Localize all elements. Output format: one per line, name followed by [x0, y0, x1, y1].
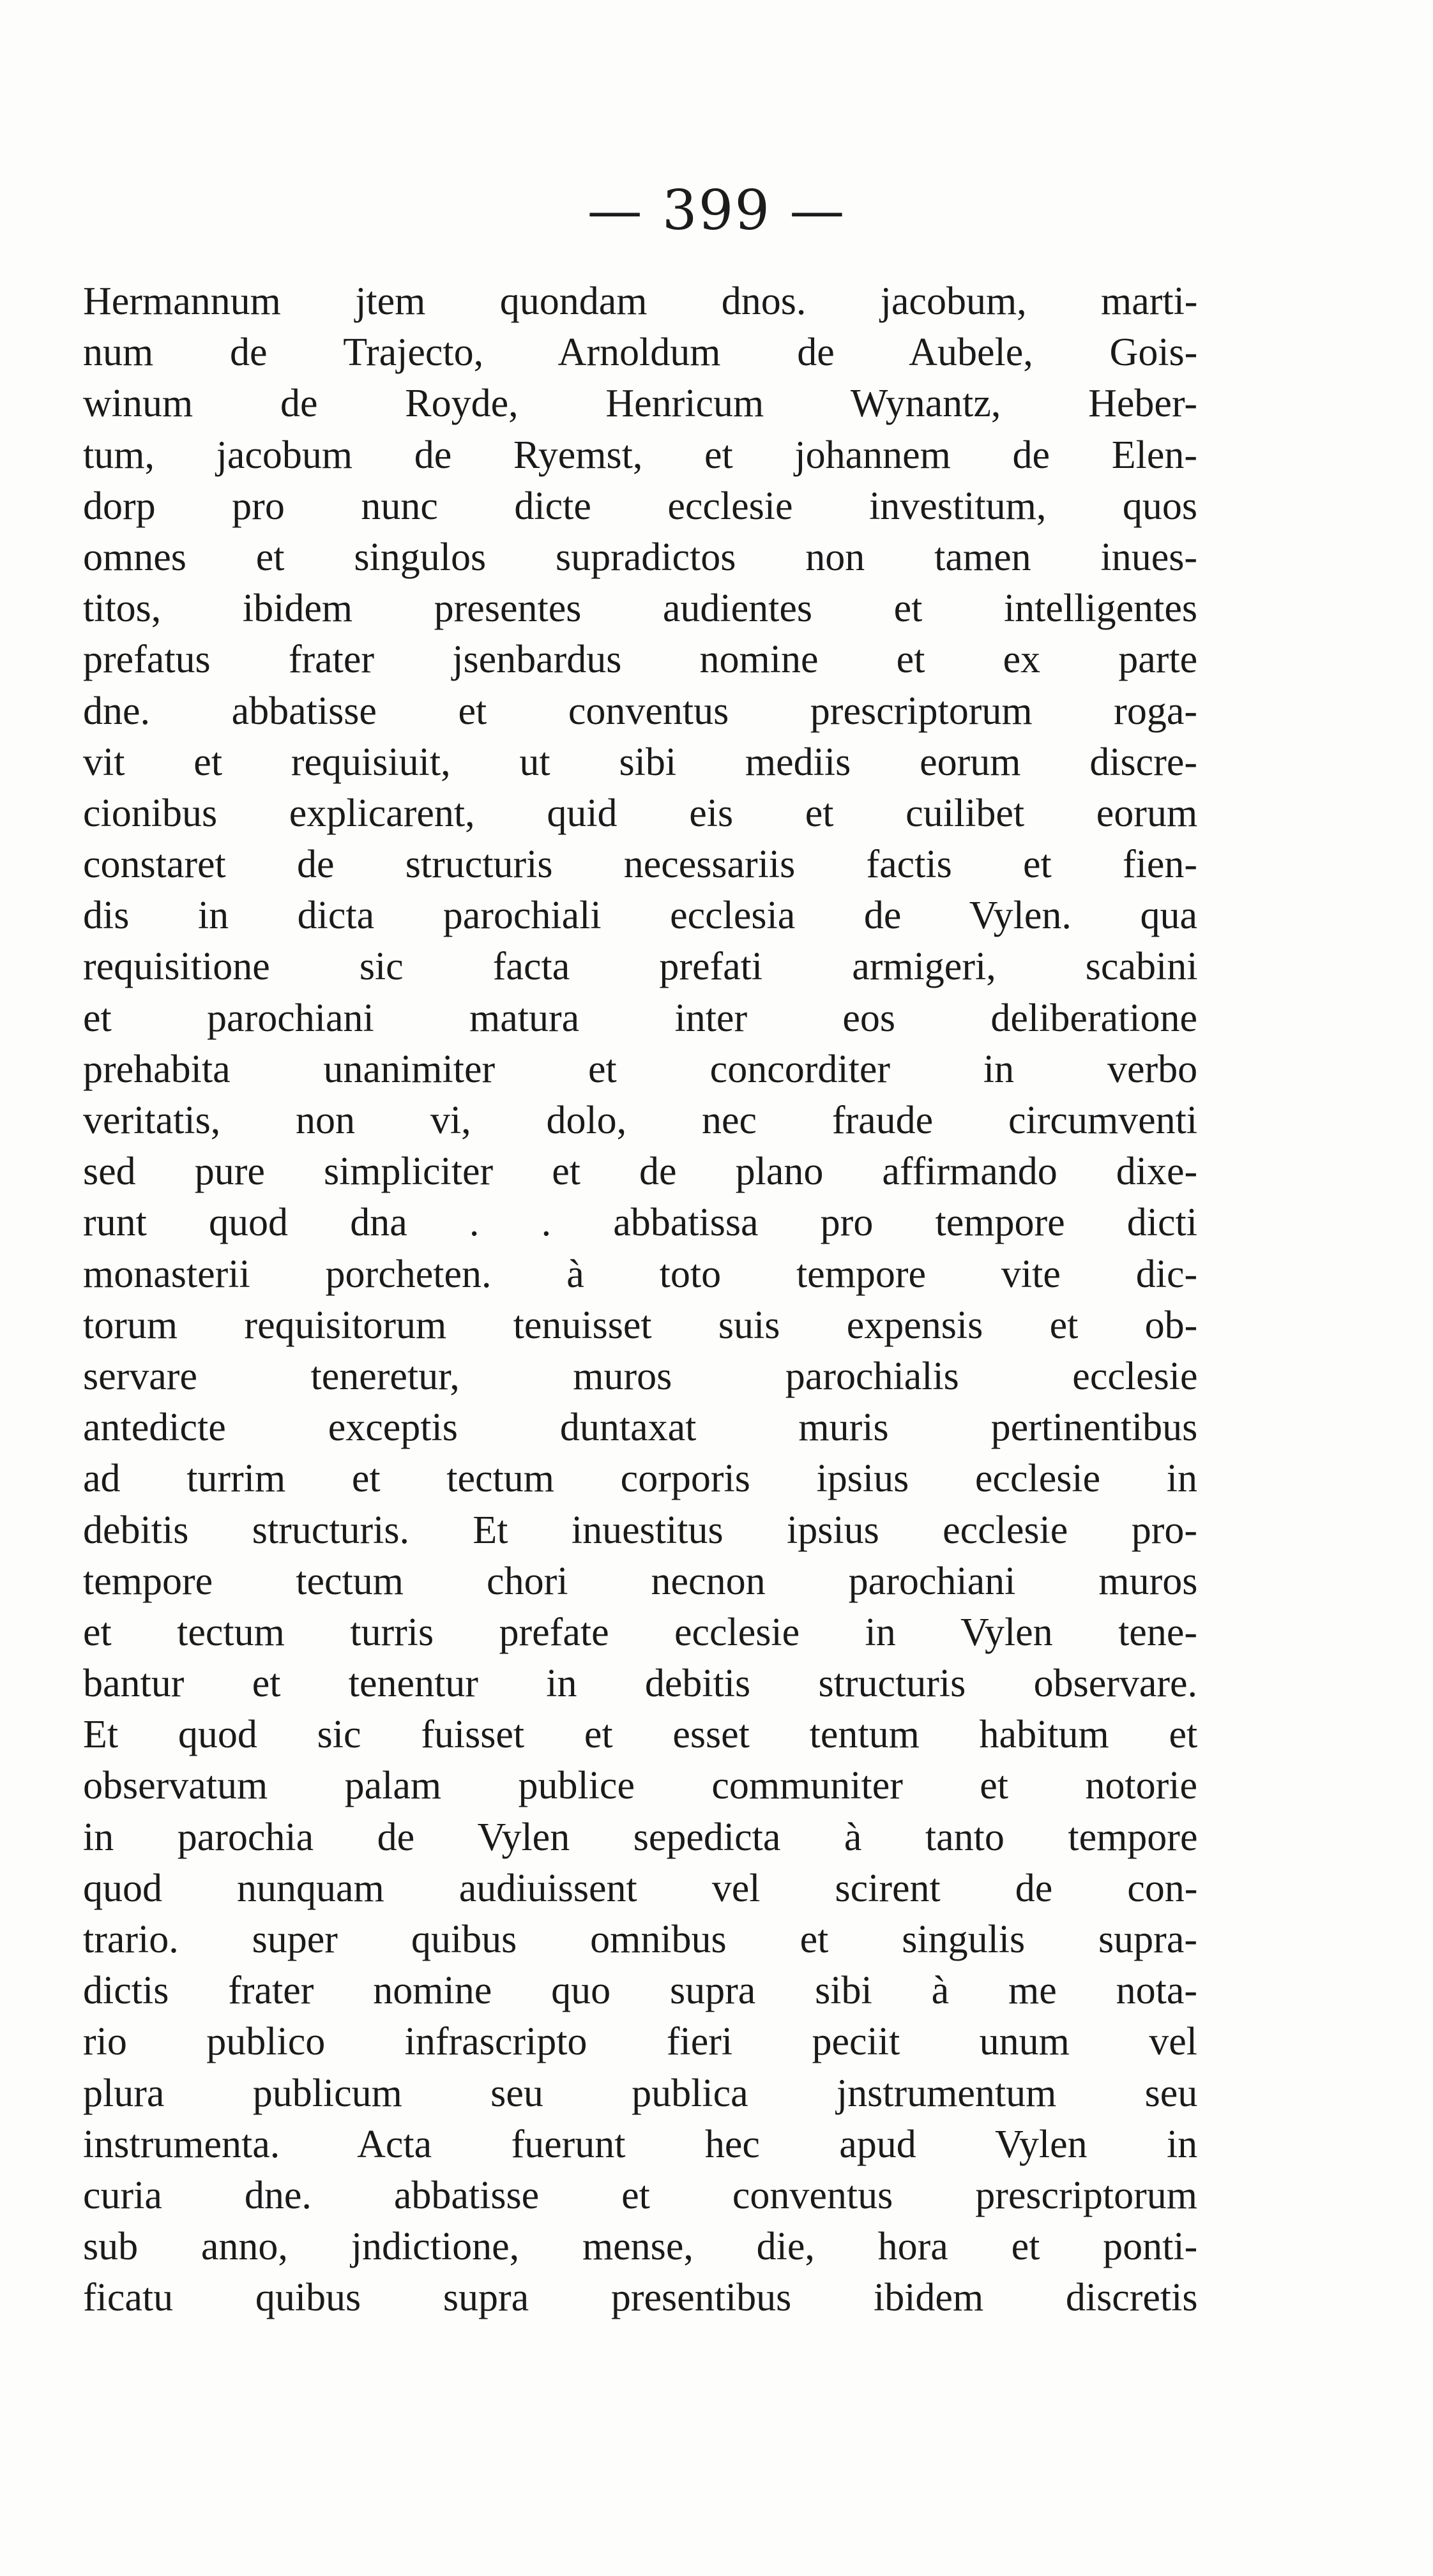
text-line: prehabita unanimiter et concorditer in verbo: [83, 1047, 1198, 1091]
text-line: dorp pro nunc dicte ecclesie investitum, quos: [83, 484, 1197, 528]
text-line: quod nunquam audiuissent vel scirent de con-: [83, 1866, 1198, 1910]
text-line: Et quod sic fuisset et esset tentum habitum et: [83, 1713, 1198, 1757]
text-line: requisitione sic facta prefati armigeri, scabini: [83, 945, 1198, 989]
text-line: veritatis, non vi, dolo, nec fraude circumventi: [83, 1099, 1198, 1142]
text-line: trario. super quibus omnibus et singulis supra-: [83, 1918, 1197, 1961]
text-line: sed pure simpliciter et de plano affirmando dixe-: [83, 1150, 1198, 1194]
text-line: monasterii porcheten. à toto tempore vite dic-: [83, 1252, 1198, 1296]
text-line: tempore tectum chori necnon parochiani muros: [83, 1559, 1198, 1603]
text-line: cionibus explicarent, quid eis et cuilibet eorum: [83, 791, 1198, 835]
text-line: winum de Royde, Henricum Wynantz, Heber-: [83, 382, 1197, 426]
text-line: ficatu quibus supra presentibus ibidem discretis: [83, 2276, 1198, 2320]
text-line: et parochiani matura inter eos deliberatione: [83, 996, 1197, 1040]
text-line: dne. abbatisse et conventus prescriptorum roga-: [83, 689, 1197, 733]
text-line: debitis structuris. Et inuestitus ipsius ecclesie pro-: [83, 1508, 1197, 1552]
text-line: sub anno, jndictione, mense, die, hora et ponti-: [83, 2225, 1198, 2269]
text-line: instrumenta. Acta fuerunt hec apud Vylen in: [83, 2122, 1198, 2166]
text-line: num de Trajecto, Arnoldum de Aubele, Gois-: [83, 331, 1198, 375]
text-line: bantur et tenentur in debitis structuris observare.: [83, 1662, 1198, 1706]
page-number: — 399 —: [587, 179, 846, 243]
text-line: dis in dicta parochiali ecclesia de Vylen. qua: [83, 894, 1197, 938]
text-line: ad turrim et tectum corporis ipsius ecclesie in: [83, 1457, 1197, 1501]
text-line: runt quod dna . . abbatissa pro tempore dicti: [83, 1201, 1197, 1245]
text-line: omnes et singulos supradictos non tamen inues-: [83, 535, 1197, 579]
text-line: rio publico infrascripto fieri peciit unum vel: [83, 2020, 1197, 2064]
text-line: servare teneretur, muros parochialis ecclesie: [83, 1354, 1198, 1398]
text-line: prefatus frater jsenbardus nomine et ex parte: [83, 638, 1198, 682]
text-line: titos, ibidem presentes audientes et intelligentes: [83, 587, 1197, 631]
text-line: tum, jacobum de Ryemst, et johannem de Elen-: [83, 433, 1197, 477]
text-line: constaret de structuris necessariis factis et fien-: [83, 843, 1197, 887]
text-line: vit et requisiuit, ut sibi mediis eorum discre-: [83, 740, 1197, 784]
text-line: in parochia de Vylen sepedicta à tanto tempore: [83, 1815, 1198, 1859]
body-text: [83, 276, 1197, 2324]
text-line: dictis frater nomine quo supra sibi à me nota-: [83, 1969, 1198, 2013]
text-line: curia dne. abbatisse et conventus prescriptorum: [83, 2173, 1197, 2217]
text-line: torum requisitorum tenuisset suis expensis et ob-: [83, 1303, 1198, 1347]
text-line: observatum palam publice communiter et notorie: [83, 1764, 1197, 1808]
text-line: antedicte exceptis duntaxat muris pertinentibus: [83, 1406, 1198, 1450]
text-line: et tectum turris prefate ecclesie in Vylen tene-: [83, 1610, 1197, 1654]
text-line: plura publicum seu publica jnstrumentum seu: [83, 2071, 1198, 2115]
text-line: Hermannum jtem quondam dnos. jacobum, marti-: [83, 280, 1198, 323]
